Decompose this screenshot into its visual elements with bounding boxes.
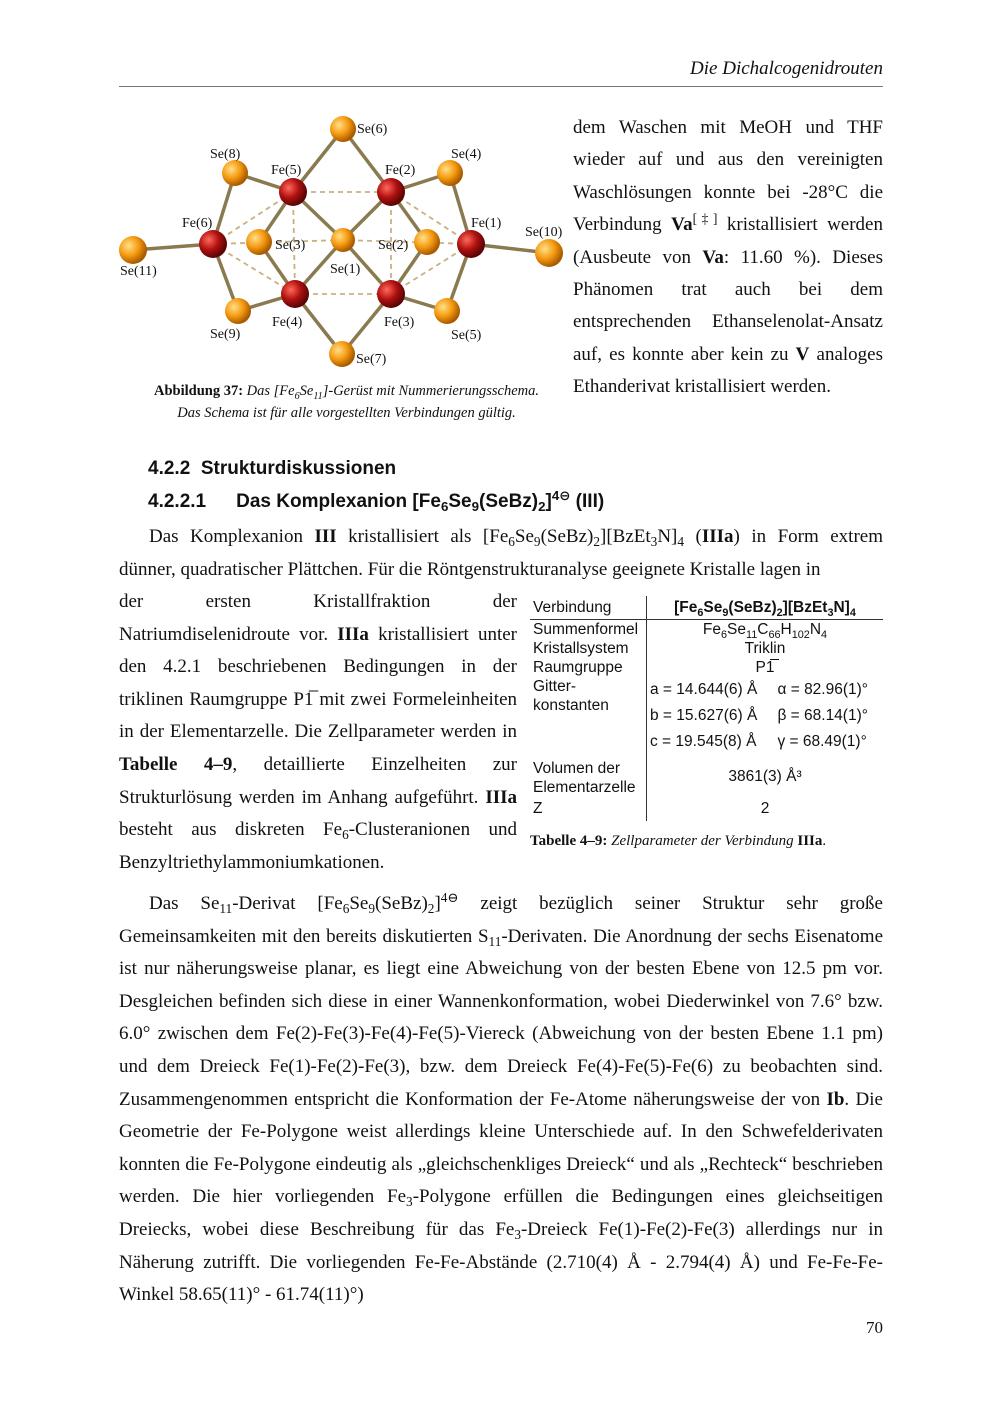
label-fe5: Fe(5) bbox=[271, 163, 302, 178]
label-se10: Se(10) bbox=[525, 225, 563, 240]
figure-caption: Abbildung 37: Das $[Fe_6Se_{11}]$-Gerüst mit Nummerierungsschema. Das Schema ist für alle vorgestellten Verbindungen gültig. bbox=[153, 383, 540, 421]
atom-se10 bbox=[535, 239, 563, 267]
lattice-alpha: α = 82.96(1)° bbox=[777, 681, 868, 698]
cell-parameter-table bbox=[530, 596, 885, 850]
label-se9: Se(9) bbox=[210, 327, 241, 342]
label-se1: Se(1) bbox=[330, 262, 361, 277]
label-se11: Se(11) bbox=[120, 264, 157, 279]
page-number: 70 bbox=[866, 1318, 883, 1337]
paragraph-2: Das $Se_{11}$-Derivat $[Fe_6Se_9(SeBz)_2]^{4⊖}$ zeigt bezüglich seiner Struktur sehr große Gemeinsamkeiten mit den bereits diskutierten $S_{11}$-Derivaten. Die Anordnung der sechs Eisenatome ist nur näherungsweise planar, es liegt eine Abweichung von der besten Ebene von 12.5 pm vor. Desgleichen befinden sich diese in einer Wannenkonformation, wobei Diederwinkel von 7.6° bzw. 6.0° zwischen dem Fe(2)-Fe(3)-Fe(4)-Fe(5)-Viereck (Abweichung von der besten Ebene 1.1 pm) und dem Dreieck Fe(1)-Fe(2)-Fe(3), bzw. dem Dreieck Fe(4)-Fe(5)-Fe(6) zu beobachten sind. Zusammengenommen entspricht die Konformation der Fe-Atome näherungsweise der von Ib. Die Geometrie der Fe-Polygone weist allerdings kleine Unterschiede auf. In den Schwefelderivaten konnten die Fe-Polygone eindeutig als „gleichschenkliges Dreieck“ und als „Rechteck“ beschrieben werden. Die hier vorliegenden $Fe_3$-Polygone erfüllen die Bedingungen eines gleichseitigen Dreiecks, wobei diese Beschreibung für das $Fe_3$-Dreieck Fe(1)-Fe(2)-Fe(3) allerdings nur in Näherung zutrifft. Die vorliegenden Fe-Fe-Abstände (2.710(4) Å - 2.794(4) Å) und Fe-Fe-Fe-Winkel 58.65(11)° - 61.74(11)°) bbox=[119, 890, 884, 1306]
kristallsystem-label: Kristallsystem bbox=[530, 639, 647, 658]
summenformel-value: $Fe_6Se_{11}C_{66}H_{102}N_4$ bbox=[702, 621, 828, 641]
subsection-heading: 4.2.2.1 Das Komplexanion $[Fe_6Se_9(SeBz)_2]^{4⊖}$ (III) bbox=[148, 488, 605, 514]
atom-se7 bbox=[329, 341, 355, 367]
label-fe2: Fe(2) bbox=[385, 163, 416, 178]
side-paragraph: dem Waschen mit MeOH und THF wieder auf und aus den vereinigten Waschlösungen konnte bei -28°C die Verbindung Va[‡] kristallisiert werden (Ausbeute von Va: 11.60 %). Dieses Phänomen trat auch bei dem entsprechenden Ethanselenolat-Ansatz auf, es konnte aber kein zu V analoges Ethanderivat kristallisiert werden. bbox=[573, 117, 883, 398]
label-se4: Se(4) bbox=[451, 147, 482, 162]
table-caption: Tabelle 4–9: Zellparameter der Verbindung IIIa. bbox=[530, 833, 827, 849]
atom-fe2 bbox=[377, 178, 405, 206]
atom-fe5 bbox=[279, 178, 307, 206]
z-label: Z bbox=[530, 797, 647, 821]
cluster-figure bbox=[115, 112, 570, 380]
atom-se8 bbox=[222, 160, 248, 186]
lattice-beta: β = 68.14(1)° bbox=[777, 707, 868, 724]
atom-se11 bbox=[119, 236, 147, 264]
label-fe3: Fe(3) bbox=[384, 315, 415, 330]
running-title: Die Dichalcogenidrouten bbox=[690, 58, 883, 79]
atom-se9 bbox=[225, 298, 251, 324]
atom-fe1 bbox=[457, 230, 485, 258]
lattice-a: a = 14.644(6) Å bbox=[650, 681, 758, 698]
label-se8: Se(8) bbox=[210, 147, 241, 162]
atom-se4 bbox=[437, 160, 463, 186]
table-col1-header: Verbindung bbox=[530, 596, 647, 620]
kristallsystem-value: Triklin bbox=[744, 640, 786, 657]
lattice-b: b = 15.627(6) Å bbox=[650, 707, 758, 724]
gitter-label: Gitter- konstanten bbox=[530, 677, 647, 755]
raumgruppe-value: P1̅ bbox=[755, 659, 775, 676]
summenformel-label: Summenformel bbox=[530, 620, 647, 640]
caption-label: Abbildung 37: bbox=[153, 383, 244, 399]
atom-fe4 bbox=[281, 280, 309, 308]
volumen-label: Volumen der Elementarzelle bbox=[530, 755, 647, 797]
running-header bbox=[119, 58, 883, 87]
label-se5: Se(5) bbox=[451, 328, 482, 343]
atom-fe3 bbox=[377, 280, 405, 308]
atom-se1 bbox=[331, 228, 355, 252]
atom-fe6 bbox=[199, 230, 227, 258]
label-se3: Se(3) bbox=[275, 238, 306, 253]
label-se2: Se(2) bbox=[378, 238, 409, 253]
atom-se6 bbox=[330, 116, 356, 142]
table-compound-header: $[Fe_6Se_9(SeBz)_2][BzEt_3N]_4$ bbox=[674, 599, 856, 619]
label-se6: Se(6) bbox=[357, 122, 388, 137]
atom-se5 bbox=[434, 298, 460, 324]
volumen-value: 3861(3) Å³ bbox=[728, 767, 802, 785]
atom-se3 bbox=[246, 229, 272, 255]
lattice-c: c = 19.545(8) Å bbox=[650, 733, 757, 750]
label-fe6: Fe(6) bbox=[182, 216, 213, 231]
label-se7: Se(7) bbox=[356, 352, 387, 367]
paragraph-1: Das Komplexanion III kristallisiert als $[Fe_6Se_9(SeBz)_2][BzEt_3N]_4$ (IIIa) in Form extrem dünner, quadratischer Plättchen. Für die Röntgenstrukturanalyse geeignete Kristalle lagen in bbox=[119, 526, 883, 580]
raumgruppe-label: Raumgruppe bbox=[530, 658, 647, 677]
lattice-gamma: γ = 68.49(1)° bbox=[777, 733, 867, 750]
z-value: 2 bbox=[760, 800, 770, 817]
atom-se2 bbox=[414, 229, 440, 255]
label-fe4: Fe(4) bbox=[272, 315, 303, 330]
section-heading: 4.2.2 Strukturdiskussionen bbox=[148, 458, 397, 479]
paragraph-1-continued: der ersten Kristallfraktion der Natriumdiselenidroute vor. IIIa kristallisiert unter den 4.2.1 beschriebenen Bedingungen in der triklinen Raumgruppe P1̅ mit zwei Formeleinheiten in der Elementarzelle. Die Zellparameter werden in Tabelle 4–9, detaillierte Einzelheiten zur Strukturlösung werden im Anhang aufgeführt. IIIa besteht aus diskreten $Fe_6$-Clusteranionen und Benzyltriethylammoniumkationen. bbox=[119, 591, 517, 873]
label-fe1: Fe(1) bbox=[471, 216, 502, 231]
